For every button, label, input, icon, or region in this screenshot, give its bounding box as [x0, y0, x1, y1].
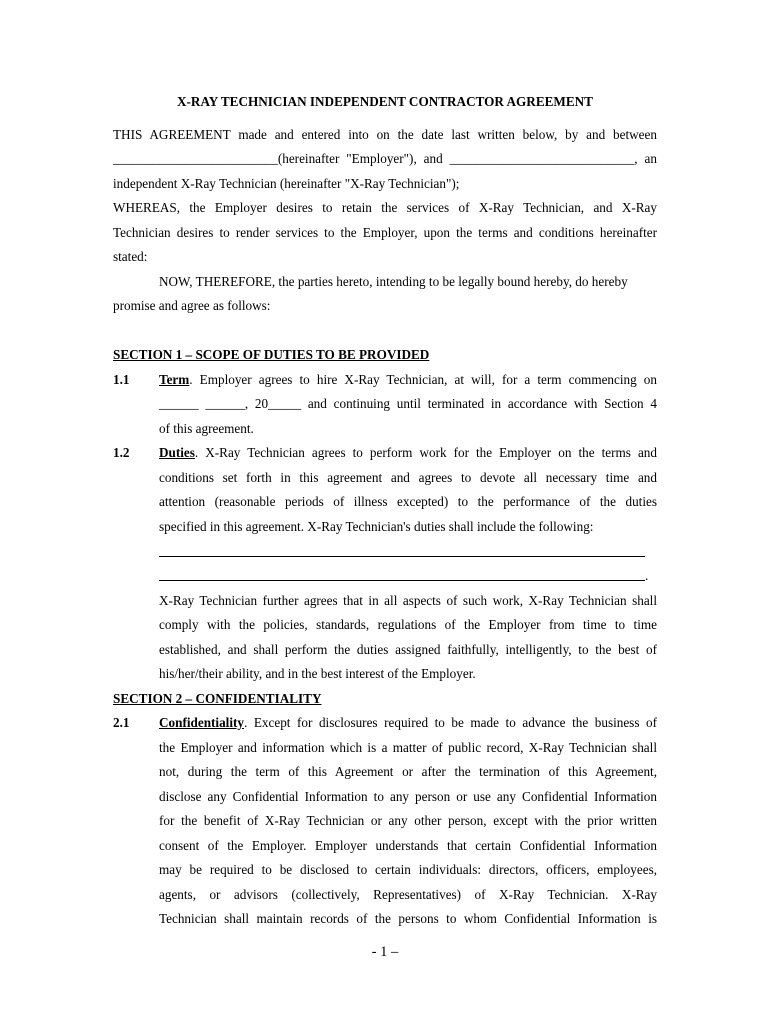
clause-1-2-line: specified in this agreement. X-Ray Technician's duties shall include the following: [159, 519, 594, 534]
whereas-line: stated: [113, 249, 148, 264]
section-2-heading: SECTION 2 – CONFIDENTIALITY [113, 691, 322, 706]
clause-2-1-line [159, 715, 657, 731]
whereas-line: Technician desires to render services to the Employer, upon the terms and conditions hereinafter [113, 225, 657, 240]
intro-line: _________________________(hereinafter "Employer"), and ____________________________, an [113, 151, 657, 166]
intro-line: independent X-Ray Technician (hereinafter "X-Ray Technician"); [113, 176, 460, 191]
clause-1-2-line: comply with the policies, standards, regulations of the Employer from time to time [159, 617, 657, 632]
clause-2-1-line: agents, or advisors (collectively, Representatives) of X-Ray Technician. X-Ray [159, 887, 657, 902]
clause-1-2-line: his/her/their ability, and in the best interest of the Employer. [159, 666, 476, 681]
clause-number: 1.1 [113, 372, 130, 387]
clause-term: Duties [159, 445, 195, 460]
intro-line: THIS AGREEMENT made and entered into on the date last written below, by and between [113, 127, 657, 142]
clause-number: 1.2 [113, 445, 130, 460]
clause-2-1-line: for the benefit of X-Ray Technician or any other person, except with the prior written [159, 813, 657, 828]
now-therefore-line: NOW, THEREFORE, the parties hereto, intending to be legally bound hereby, do hereby [159, 274, 628, 289]
whereas-line: WHEREAS, the Employer desires to retain the services of X-Ray Technician, and X-Ray [113, 200, 657, 215]
now-therefore-line: promise and agree as follows: [113, 298, 271, 313]
clause-term: Confidentiality [159, 715, 244, 730]
clause-2-1-line: may be required to be disclosed to certain individuals: directors, officers, employees, [159, 862, 657, 877]
clause-text: . X-Ray Technician agrees to perform work for the Employer on the terms and [194, 445, 657, 460]
clause-1-2-line: conditions set forth in this agreement and agrees to devote all necessary time and [159, 470, 657, 485]
clause-1-2-line: X-Ray Technician further agrees that in all aspects of such work, X-Ray Technician shall [159, 593, 657, 608]
clause-1-1-line: of this agreement. [159, 421, 254, 436]
duties-blank-line [159, 556, 645, 557]
duties-blank-line [159, 580, 645, 581]
document-title: X-RAY TECHNICIAN INDEPENDENT CONTRACTOR AGREEMENT [177, 94, 593, 109]
clause-2-1-line: disclose any Confidential Information to any person or use any Confidential Information [159, 789, 657, 804]
clause-text: . Employer agrees to hire X-Ray Technician, at will, for a term commencing on [189, 372, 657, 387]
clause-2-1-line: the Employer and information which is a matter of public record, X-Ray Technician shall [159, 740, 657, 755]
page-number: - 1 – [371, 944, 399, 960]
clause-1-2-line: established, and shall perform the duties assigned faithfully, intelligently, to the best of [159, 642, 657, 657]
clause-1-1-line [159, 372, 657, 388]
clause-1-2-line [159, 445, 657, 461]
clause-2-1-line: not, during the term of this Agreement or after the termination of this Agreement, [159, 764, 657, 779]
clause-term: Term [159, 372, 190, 387]
clause-2-1-line: Technician shall maintain records of the persons to whom Confidential Information is [159, 911, 657, 926]
clause-1-1-line: ______ ______, 20_____ and continuing until terminated in accordance with Section 4 [159, 396, 657, 411]
clause-2-1-line: consent of the Employer. Employer understands that certain Confidential Information [159, 838, 657, 853]
clause-text: . Except for disclosures required to be made to advance the business of [244, 715, 657, 730]
duties-period: . [645, 568, 649, 583]
clause-number: 2.1 [113, 715, 130, 730]
section-1-heading: SECTION 1 – SCOPE OF DUTIES TO BE PROVIDED [113, 347, 430, 362]
clause-1-2-line: attention (reasonable periods of illness excepted) to the performance of the duties [159, 494, 657, 509]
